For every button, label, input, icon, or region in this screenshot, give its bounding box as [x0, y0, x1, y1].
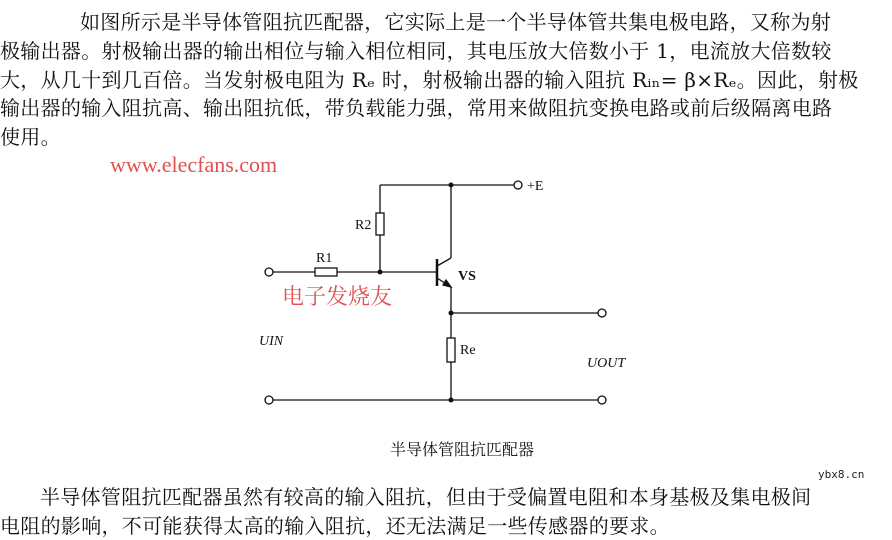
- output-terminal-bottom: [598, 396, 606, 404]
- paragraph-2-line-1: 半导体管阻抗匹配器虽然有较高的输入阻抗，但由于受偏置电阻和本身基极及集电极间: [40, 485, 812, 509]
- watermark-url: www.elecfans.com: [110, 152, 278, 177]
- watermark-site: ybx8.cn: [818, 468, 865, 481]
- paragraph-1-line-2: 极输出器。射极输出器的输出相位与输入相位相同，其电压放大倍数小于 1，电流放大倍数较: [0, 39, 832, 63]
- paragraph-2-line-2: 电阻的影响，不可能获得太高的输入阻抗，还无法满足一些传感器的要求。: [0, 514, 670, 538]
- resistor-r1: [315, 268, 337, 276]
- resistor-r2: [376, 213, 384, 235]
- label-r1: R1: [316, 251, 333, 266]
- input-terminal-bottom: [265, 396, 273, 404]
- paragraph-1-line-5: 使用。: [0, 125, 61, 149]
- watermark-chinese: 电子发烧友: [282, 284, 393, 309]
- resistor-re: [447, 338, 455, 362]
- output-terminal-top: [598, 309, 606, 317]
- label-input: UIN: [259, 334, 284, 349]
- label-r2: R2: [355, 218, 372, 233]
- paragraph-1-line-4: 输出器的输入阻抗高、输出阻抗低，带负载能力强，常用来做阻抗变换电路或前后级隔离电路: [0, 96, 833, 120]
- input-terminal-top: [265, 268, 273, 276]
- paragraph-1-line-3: 大，从几十到几百倍。当发射极电阻为 Rₑ 时，射极输出器的输入阻抗 Rᵢₙ= β×Rₑ。因此，射极: [0, 68, 859, 92]
- paragraph-1-line-1: 如图所示是半导体管阻抗匹配器，它实际上是一个半导体管共集电极电路，又称为射: [80, 10, 832, 34]
- figure-caption: 半导体管阻抗匹配器: [390, 440, 535, 459]
- label-output: UOUT: [587, 356, 626, 371]
- label-transistor: VS: [458, 269, 476, 284]
- label-supply: +E: [527, 179, 544, 194]
- supply-terminal: [514, 181, 522, 189]
- label-re: Re: [460, 343, 476, 358]
